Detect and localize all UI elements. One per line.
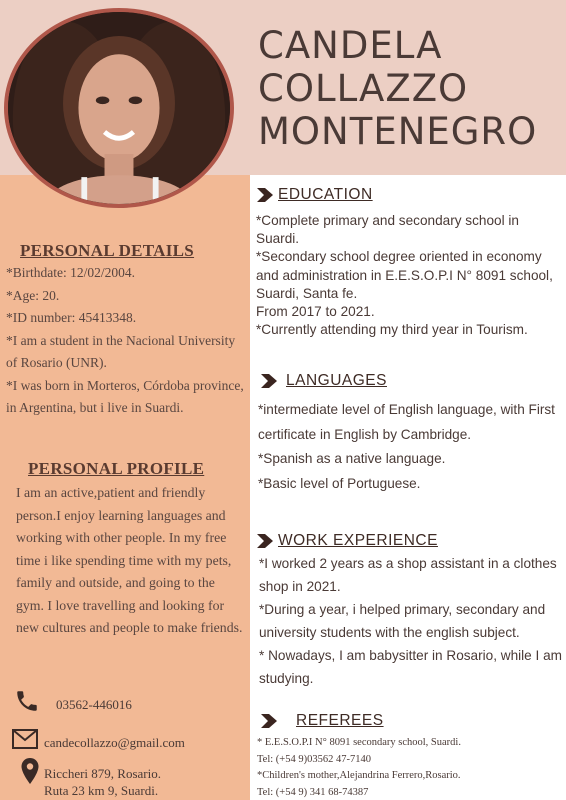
- phone-icon: [14, 688, 40, 714]
- list-item: *intermediate level of English language, with First certificate in English by Cambridge.: [258, 402, 555, 442]
- contact-phone: [14, 688, 132, 714]
- languages-list: [258, 398, 563, 497]
- name-line-1: CANDELA: [258, 24, 443, 67]
- personal-details-title: PERSONAL DETAILS: [20, 241, 195, 260]
- list-item: From 2017 to 2021.: [256, 304, 375, 320]
- education-list: [256, 212, 561, 339]
- profile-photo: [4, 8, 234, 208]
- phone-number: 03562-446016: [56, 697, 132, 712]
- referees-list: [257, 735, 562, 800]
- list-item: *Complete primary and secondary school in Suardi.: [256, 213, 519, 247]
- list-item: Tel: (+54 9) 341 68-74387: [257, 787, 369, 799]
- list-item: *Secondary school degree oriented in economy and administration in E.E.S.O.P.I N° 8091 school, Suardi, Santa fe.: [256, 249, 553, 301]
- mail-icon: [12, 729, 38, 749]
- work-experience-heading: [256, 532, 438, 550]
- contact-email: [12, 729, 185, 751]
- email-address: candecollazzo@gmail.com: [44, 735, 185, 750]
- address-line-1: Riccheri 879, Rosario.: [44, 766, 161, 781]
- name-line-3: MONTENEGRO: [258, 110, 538, 153]
- address-line-2: Ruta 23 km 9, Suardi.: [44, 783, 159, 798]
- languages-heading: [260, 372, 387, 390]
- list-item: *Children's mother,Alejandrina Ferrero,Rosario.: [257, 770, 461, 782]
- referees-title: REFEREES: [296, 712, 384, 729]
- arrow-icon: [260, 373, 278, 389]
- list-item: * Nowadays, I am babysitter in Rosario, while I am studying.: [259, 648, 562, 686]
- location-icon: [20, 757, 40, 785]
- personal-profile-title: PERSONAL PROFILE: [28, 459, 205, 478]
- arrow-icon: [256, 187, 274, 203]
- contact-address: [20, 757, 161, 799]
- candidate-name: [258, 24, 563, 153]
- list-item: *I am a student in the Nacional University of Rosario (UNR).: [6, 332, 236, 370]
- name-line-2: COLLAZZO: [258, 67, 469, 110]
- personal-details-list: [6, 262, 244, 420]
- arrow-icon: [256, 533, 274, 549]
- languages-title: LANGUAGES: [286, 372, 387, 389]
- list-item: *Age: 20.: [6, 287, 60, 303]
- list-item: *Spanish as a native language.: [258, 451, 446, 467]
- list-item: *I was born in Morteros, Córdoba province, in Argentina, but i live in Suardi.: [6, 377, 244, 415]
- work-experience-list: [259, 552, 564, 690]
- list-item: *Birthdate: 12/02/2004.: [6, 265, 135, 280]
- work-experience-title: WORK EXPERIENCE: [278, 532, 438, 549]
- list-item: *Basic level of Portuguese.: [258, 476, 421, 492]
- list-item: Tel: (+54 9)03562 47-7140: [257, 753, 371, 765]
- arrow-icon: [260, 713, 278, 729]
- list-item: *ID number: 45413348.: [6, 310, 137, 325]
- list-item: * E.E.S.O.P.I N° 8091 secondary school, Suardi.: [257, 737, 461, 748]
- referees-heading: [260, 712, 384, 730]
- personal-profile-text: I am an active,patient and friendly person.I enjoy learning languages and working with other people. In my free time i like spending time with my pets, family and outside, and going to the gym. I love travelling and looking for new cultures and people to make friends.: [16, 485, 243, 635]
- list-item: *During a year, i helped primary, secondary and university students with the english subject.: [259, 602, 546, 640]
- education-heading: [256, 186, 373, 204]
- list-item: *Currently attending my third year in Tourism.: [256, 322, 528, 338]
- list-item: *I worked 2 years as a shop assistant in a clothes shop in 2021.: [259, 556, 557, 594]
- education-title: EDUCATION: [278, 186, 373, 203]
